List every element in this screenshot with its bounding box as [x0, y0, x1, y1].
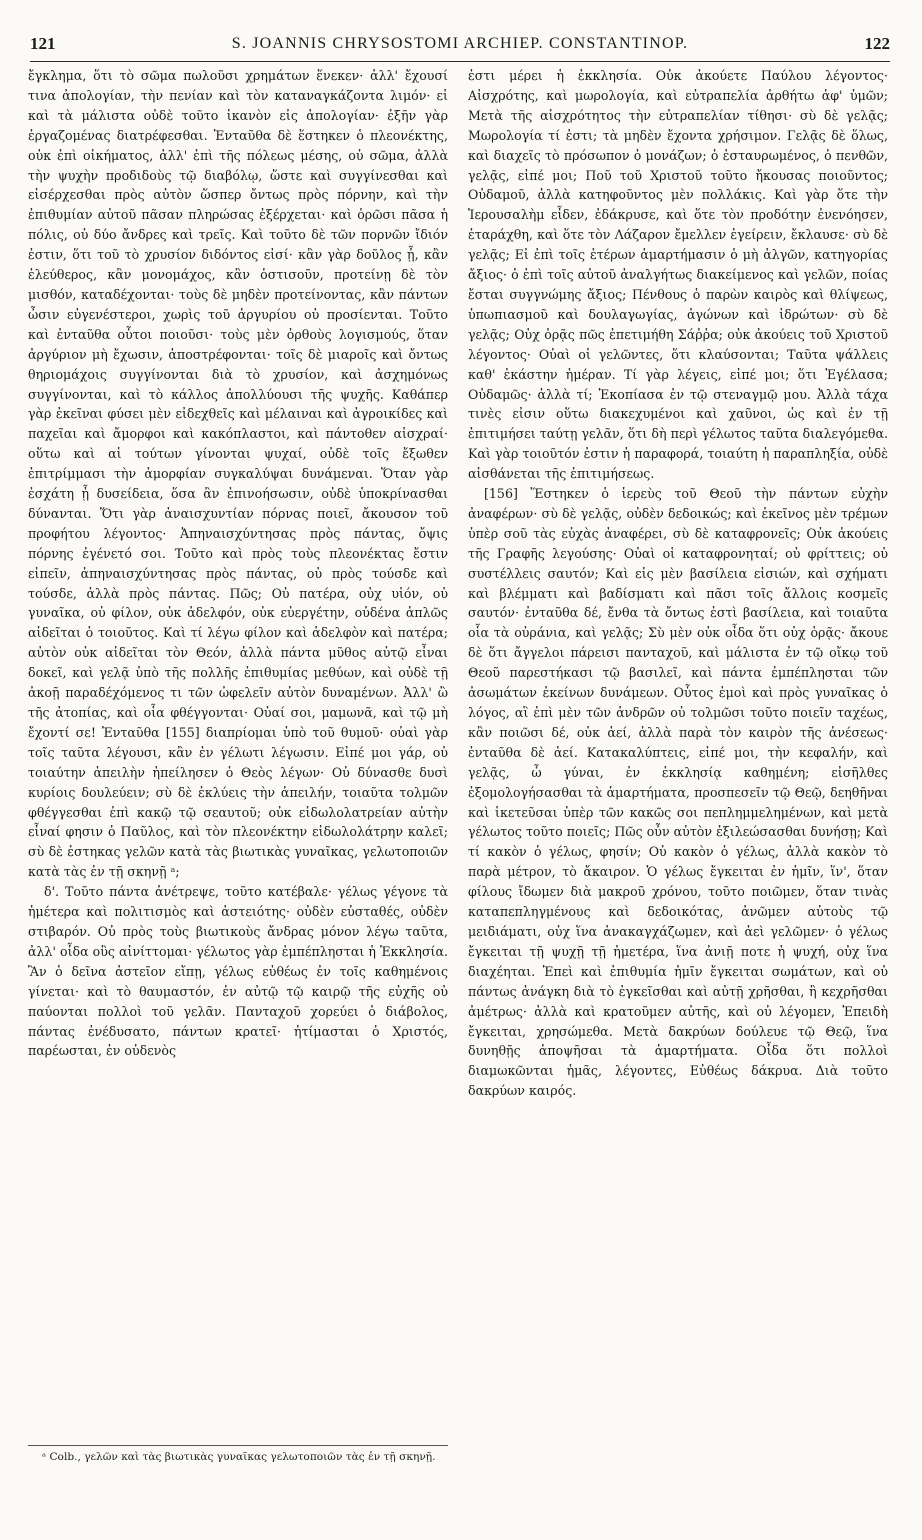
- right-paragraph-1: ἐστι μέρει ἡ ἐκκλησία. Οὐκ ἀκούετε Παύλου λέγοντος· Αἰσχρότης, καὶ μωρολογία, καὶ εὐτραπελία ἀρθήτω ἀφ' ὑμῶν; Μετὰ τῆς αἰσχρότητος τὴν εὐτραπελίαν τίθησι· σὺ δὲ γελᾷς; Μωρολογία τί ἐστι; τὰ μηδὲν ἔχοντα χρήσιμον. Γελᾷς δὲ ὅλως, καὶ διαχεῖς τὸ πρόσωπον ὁ μονάζων; ὁ ἐσταυρωμένος, ὁ πενθῶν, γελᾷς, εἰπέ μοι; Ποῦ τοῦ Χριστοῦ τοῦτο ἤκουσας ποιοῦντος; Οὐδαμοῦ, ἀλλὰ κατηφοῦντος μὲν πολλάκις. Καὶ γὰρ ὅτε τὴν Ἱερουσαλὴμ εἶδεν, ἐδάκρυσε, καὶ ὅτε τὸν προδότην ἐνενόησεν, ἐταράχθη, καὶ ὅτε τὸν Λάζαρον ἔμελλεν ἐγείρειν, ἔκλαυσε· σὺ δὲ γελᾷς; Εἰ ἐπὶ τοῖς ἑτέρων ἁμαρτήμασιν ὁ μὴ ἀλγῶν, κατηγορίας ἄξιος· ὁ ἐπὶ τοῖς αὐτοῦ ἀναλγήτως διακείμενος καὶ γελῶν, ποίας ἔσται συγγνώμης ἄξιος; Πένθους ὁ παρὼν καιρὸς καὶ θλίψεως, ὑπωπιασμοῦ καὶ δουλαγωγίας, ἀγώνων καὶ ἱδρώτων· σὺ δὲ γελᾷς; Οὐχ ὁρᾷς πῶς ἐπετιμήθη Σάῤῥα; οὐκ ἀκούεις τοῦ Χριστοῦ λέγοντος· Οὐαὶ οἱ γελῶντες, ὅτι κλαύσονται; Ταῦτα ψάλλεις καθ' ἑκάστην ἡμέραν. Τί γὰρ λέγεις, εἰπέ μοι; ὅτι Ἐγέλασα; Οὐδαμῶς· ἀλλὰ τί; Ἐκοπίασα ἐν τῷ στεναγμῷ μου. Ἀλλὰ τάχα τινὲς εἰσιν οὕτω διακεχυμένοι καὶ χαῦνοι, ὡς καὶ ἐν τῇ ἐπιτιμήσει ταύτῃ γελᾶν, ὅτι δὴ περὶ γέλωτος ταῦτα διαλεγόμεθα. Καὶ γὰρ τοιοῦτόν ἐστιν ἡ παραφορά, τοιαύτη ἡ παραπληξία, οὐδὲ αἰσθάνεται τῆς ἐπιτιμήσεως.: [468, 68, 888, 482]
- footnote-area: [28, 1445, 448, 1465]
- left-column: [28, 66, 448, 1486]
- right-paragraph-2: [156] Ἕστηκεν ὁ ἱερεὺς τοῦ Θεοῦ τὴν πάντων εὐχὴν ἀναφέρων· σὺ δὲ γελᾷς, οὐδὲν δεδοικώς; καὶ ἐκεῖνος μὲν τρέμων ὑπὲρ σοῦ τὰς εὐχὰς ἀναφέρει, σὺ δὲ καταφρονεῖς; Οὐκ ἀκούεις τῆς Γραφῆς λεγούσης· Οὐαὶ οἱ καταφρονηταί; οὐ φρίττεις; οὐ συστέλλεις σαυτόν; Καὶ εἰς μὲν βασίλεια εἰσιών, καὶ σχήματι καὶ βλέμματι καὶ βαδίσματι καὶ πᾶσι τοῖς ἄλλοις κοσμεῖς σαυτόν· ἐνταῦθα δέ, ἔνθα τὰ ὄντως ἐστὶ βασίλεια, καὶ τοιαῦτα οἷα τὰ οὐράνια, καὶ γελᾷς; Σὺ μὲν οὐκ οἶδα ὅτι οὐχ ὁρᾷς· ἄκουε δὲ ὅτι ἄγγελοι πάρεισι πανταχοῦ, καὶ μάλιστα ἐν τῷ οἴκῳ τοῦ Θεοῦ παρεστήκασι τῷ βασιλεῖ, καὶ πάντα ἐμπέπλησται τῶν ἀσωμάτων ἐκείνων δυνάμεων. Οὗτος ἐμοὶ καὶ πρὸς γυναῖκας ὁ λόγος, αἳ ἐπὶ μὲν τῶν ἀνδρῶν οὐ τολμῶσι τοῦτο ποιεῖν ταχέως, κἂν ποιῶσι δέ, οὐκ ἀεί, ἀλλὰ παρὰ τὸν καιρὸν τῆς ἀνέσεως· ἐνταῦθα δὲ ἀεί. Κατακαλύπτεις, εἰπέ μοι, τὴν κεφαλήν, καὶ γελᾷς, ὦ γύναι, ἐν ἐκκλησίᾳ καθημένη; εἰσῆλθες ἐξομολογήσασθαι τὰ ἁμαρτήματα, προσπεσεῖν τῷ Θεῷ, δεηθῆναι καὶ ἱκετεῦσαι ὑπὲρ τῶν κακῶς σοι πεπλημμελημένων, καὶ μετὰ γέλωτος τοῦτο ποιεῖς; Πῶς οὖν αὐτὸν ἐξιλεώσασθαι δυνήσῃ; Καὶ τί κακὸν ὁ γέλως, φησίν; Οὐ κακὸν ὁ γέλως, ἀλλὰ κακὸν τὸ παρὰ μέτρον, τὸ ἄκαιρον. Ὁ γέλως ἔγκειται ἐν ἡμῖν, ἵν', ὅταν φίλους ἴδωμεν διὰ μακροῦ χρόνου, τοῦτο ποιῶμεν, ὅταν τινὰς καταπεπληγμένους καὶ δεδοικότας, ἀνῶμεν αὐτοὺς τῷ μειδιάματι, οὐχ ἵνα ἀνακαγχάζωμεν, καὶ ἀεὶ γελῶμεν· ὁ γέλως ἔγκειται τῇ ψυχῇ τῇ ἡμετέρα, ἵνα ἀνιῇ ποτε ἡ ψυχή, οὐχ ἵνα διαχέηται. Ἐπεὶ καὶ ἐπιθυμία ἡμῖν ἔγκειται σωμάτων, καὶ οὐ πάντως ἀνάγκη διὰ τὸ ἐγκεῖσθαι καὶ αὐτῇ χρῆσθαι, ἢ κεχρῆσθαι ἀμέτρως· ἀλλὰ καὶ κρατοῦμεν αὐτῆς, καὶ οὐ λέγομεν, Ἐπειδὴ ἔγκειται, χρησώμεθα. Μετὰ δακρύων δούλευε τῷ Θεῷ, ἵνα δυνηθῇς ἀποψῆσαι τὰ ἁμαρτήματα. Οἶδα ὅτι πολλοὶ διαμωκῶνται ἡμᾶς, λέγοντες, Εὐθέως δάκρυα. Διὰ τοῦτο δακρύων καιρός.: [468, 486, 888, 1099]
- page-header: [30, 34, 890, 58]
- header-rule: [30, 61, 890, 62]
- left-page-number: 121: [30, 34, 56, 53]
- left-paragraph-2: δ'. Τοῦτο πάντα ἀνέτρεψε, τοῦτο κατέβαλε· γέλως γέγονε τὰ ἡμέτερα καὶ πολιτισμὸς καὶ ἀστειότης· οὐδὲν εὐσταθές, οὐδὲν στιβαρόν. Οὐ πρὸς τοὺς βιωτικοὺς ἄνδρας μόνον λέγω ταῦτα, ἀλλ' οἶδα οὓς αἰνίττομαι· γέλωτος γὰρ ἐμπέπλησται ἡ Ἐκκλησία. Ἂν ὁ δεῖνα ἀστεῖον εἴπῃ, γέλως εὐθέως ἐν τοῖς καθημένοις γίνεται· καὶ τὸ θαυμαστόν, ἐν αὐτῷ τῷ καιρῷ τῆς εὐχῆς οὐ παύονται πολλοὶ τοῦ γελᾶν. Πανταχοῦ χορεύει ὁ διάβολος, πάντας ἐνέδυσατο, πάντων κρατεῖ· ἠτίμασται ὁ Χριστός, παρέωσται, ἐν οὐδενὸς: [28, 884, 448, 1059]
- footnote-a: ᵃ Colb., γελῶν καὶ τὰς βιωτικὰς γυναῖκας γελωτοποιῶν τὰς ἐν τῇ σκηνῇ.: [42, 1451, 436, 1463]
- running-title: S. JOANNIS CHRYSOSTOMI ARCHIEP. CONSTANTINOP.: [231, 35, 689, 52]
- right-page-number: 122: [864, 34, 890, 53]
- left-paragraph-1: ἔγκλημα, ὅτι τὸ σῶμα πωλοῦσι χρημάτων ἕνεκεν· ἀλλ' ἔχουσί τινα ἀπολογίαν, τὴν πενίαν καὶ τὸν καταναγκάζοντα λιμόν· εἰ καὶ τὰ μάλιστα οὐδὲ τοῦτο ἱκανὸν εἰς ἀπολογίαν· ἐξῆν γὰρ ἐργαζομένας διατρέφεσθαι. Ἐνταῦθα δὲ ἕστηκεν ὁ πλεονέκτης, οὐκ ἐπὶ οἰκήματος, ἀλλ' ἐπὶ τῆς πόλεως μέσης, οὐ σῶμα, ἀλλὰ τὴν ψυχὴν προδιδοὺς τῷ διαβόλῳ, ὥστε καὶ συγγίνεσθαι καὶ εἰσέρχεσθαι πρὸς αὐτὸν ὥσπερ ὄντως πρὸς πόρνην, καὶ τὴν ἐπιθυμίαν αὐτοῦ πᾶσαν πληρώσας ἐξέρχεται· καὶ ὁρῶσι πᾶσα ἡ πόλις, οὐ δύο ἄνδρες καὶ τρεῖς. Καὶ τοῦτο δὲ τῶν πορνῶν ἴδιόν ἐστιν, ὅτι τοῦ τὸ χρυσίον διδόντος εἰσί· κἂν γὰρ δοῦλος ᾖ, κἂν ἐλεύθερος, κἂν μονομάχος, κἂν ὁστισοῦν, προτείνῃ δὲ τὸν μισθόν, καταδέχονται· τοὺς δὲ μηδὲν προτείνοντας, κἂν πάντων ὦσιν εὐγενέστεροι, χωρὶς τοῦ ἀργυρίου οὐ προσίενται. Τοῦτο καὶ ἐνταῦθα οὗτοι ποιοῦσι· τοὺς μὲν ὀρθοὺς λογισμούς, ὅταν ἀργύριον μὴ ἔχωσιν, ἀποστρέφονται· τοῖς δὲ μιαροῖς καὶ ὄντως θηριομάχοις συγγίνονται διὰ τὸ χρυσίον, καὶ ἀσχημόνως συγγίνονται, καὶ τὸ κάλλος ἀπολλύουσι τῆς ψυχῆς. Καθάπερ γὰρ ἐκεῖναι φύσει μὲν εἰδεχθεῖς καὶ μέλαιναι καὶ ἀγροικίδες καὶ παχεῖαι καὶ ἄμορφοι καὶ κακόπλαστοι, καὶ πάντοθεν αἰσχραί· οὕτω καὶ αἱ τούτων γίνονται ψυχαί, οὐδὲ τοῖς ἔξωθεν ἐπιτρίμμασι τὴν ἀμορφίαν συγκαλύψαι δυνάμεναι. Ὅταν γὰρ ἐσχάτη ᾖ δυσείδεια, ὅσα ἂν ἐπινοήσωσιν, οὐδὲ ὑποκρίνασθαι δύνανται. Ὅτι γὰρ ἀναισχυντίαν πόρνας ποιεῖ, ἄκουσον τοῦ προφήτου λέγοντος· Ἀπηναισχύντησας πρὸς πάντας, ὄψις πόρνης ἐγένετό σοι. Τοῦτο καὶ πρὸς τοὺς πλεονέκτας ἔστιν εἰπεῖν, ἀπηναισχύντησας πρὸς πάντας, οὐ πρὸς τούσδε καὶ τούσδε, ἀλλὰ πρὸς πάντας. Πῶς; Οὐ πατέρα, οὐχ υἱόν, οὐ γυναῖκα, οὐ φίλον, οὐκ ἀδελφόν, οὐκ εὐεργέτην, οὐδένα ἁπλῶς αἰδεῖται ὁ τοιοῦτος. Καὶ τί λέγω φίλον καὶ ἀδελφὸν καὶ πατέρα; αὐτὸν οὐκ αἰδεῖται τὸν Θεόν, ἀλλὰ πάντα μῦθος αὐτῷ εἶναι δοκεῖ, καὶ γελᾷ ὑπὸ τῆς πολλῆς ἐπιθυμίας μεθύων, καὶ οὐδὲ τῇ ἀκοῇ παραδέχόμενος τι τῶν ὠφελεῖν αὐτὸν δυναμένων. Ἀλλ' ὢ τῆς ἀτοπίας, καὶ οἷα φθέγγονται· Οὐαί σοι, μαμωνᾶ, καὶ τῷ μὴ ἔχοντί σε! Ἐνταῦθα [155] διαπρίομαι ὑπὸ τοῦ θυμοῦ· οὐαὶ γὰρ τοῖς ταῦτα λέγουσι, κἂν ἐν γέλωτι λέγωσιν. Εἰπέ μοι γάρ, οὐ τοιαύτην ἀπειλὴν ἠπείλησεν ὁ Θεὸς λέγων· Οὐ δύνασθε δυσὶ κυρίοις δουλεύειν; σὺ δὲ ἐκλύεις τὴν ἀπειλήν, τοιαῦτα τολμῶν φθέγγεσθαι ἐπὶ κακῷ τῷ σεαυτοῦ; οὐκ εἰδωλολατρείαν αὐτὴν εἶναί φησιν ὁ Παῦλος, καὶ τὸν πλεονέκτην εἰδωλολάτρην καλεῖ; σὺ δὲ ἐστηκας γελῶν κατὰ τὰς βιωτικὰς γυναῖκας, γελωτοποιῶν κατὰ τὰς ἐν τῇ σκηνῇ ᵃ;: [28, 68, 448, 880]
- right-column: [468, 66, 888, 1496]
